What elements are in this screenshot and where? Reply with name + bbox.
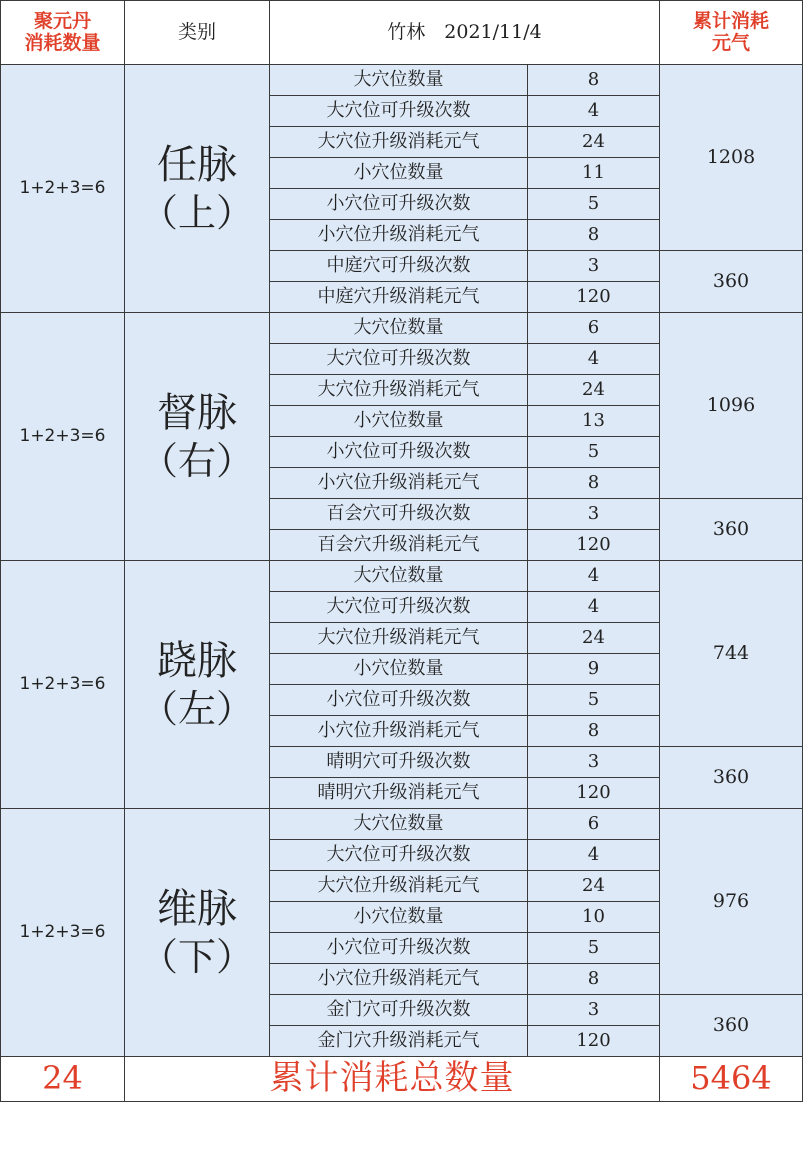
footer-row bbox=[1, 1057, 803, 1102]
attribute-label: 小穴位可升级次数 bbox=[326, 193, 471, 215]
attribute-label: 小穴位数量 bbox=[353, 906, 444, 928]
attribute-value: 4 bbox=[587, 100, 600, 122]
attribute-label-cell bbox=[270, 127, 528, 158]
grand-total-label-cell bbox=[125, 1057, 660, 1102]
attribute-value: 8 bbox=[587, 720, 600, 742]
attribute-value: 3 bbox=[587, 751, 600, 773]
attribute-label: 小穴位升级消耗元气 bbox=[317, 968, 480, 990]
total-qi-header-text: 累计消耗 元气 bbox=[693, 9, 770, 54]
attribute-value: 9 bbox=[587, 658, 600, 680]
attribute-value: 3 bbox=[587, 503, 600, 525]
attribute-label: 大穴位数量 bbox=[353, 69, 444, 91]
attribute-value-cell bbox=[528, 189, 660, 220]
attribute-label: 中庭穴升级消耗元气 bbox=[317, 286, 480, 308]
attribute-value: 24 bbox=[582, 627, 605, 649]
attribute-label: 大穴位数量 bbox=[353, 317, 444, 339]
attribute-label: 金门穴可升级次数 bbox=[326, 999, 471, 1021]
attribute-label-cell bbox=[270, 964, 528, 995]
attribute-label: 大穴位数量 bbox=[353, 565, 444, 587]
pill-formula: 1+2+3=6 bbox=[19, 426, 106, 447]
total-qi-header bbox=[660, 1, 803, 65]
meridian-name: 任脉 bbox=[157, 141, 237, 188]
pill-count-header bbox=[1, 1, 125, 65]
meridian-name: 跷脉 bbox=[157, 637, 237, 684]
attribute-label: 小穴位数量 bbox=[353, 162, 444, 184]
attribute-value-cell bbox=[528, 251, 660, 282]
attribute-label: 百会穴升级消耗元气 bbox=[317, 534, 480, 556]
attribute-label-cell bbox=[270, 406, 528, 437]
attribute-value-cell bbox=[528, 127, 660, 158]
meridian-direction: （左） bbox=[139, 686, 254, 731]
attribute-label-cell bbox=[270, 871, 528, 902]
subtotal-cell bbox=[660, 561, 803, 747]
attribute-label: 小穴位升级消耗元气 bbox=[317, 720, 480, 742]
attribute-label: 晴明穴可升级次数 bbox=[326, 751, 471, 773]
attribute-label-cell bbox=[270, 747, 528, 778]
attribute-value: 10 bbox=[582, 906, 605, 928]
attribute-value: 120 bbox=[576, 782, 611, 804]
attribute-label-cell bbox=[270, 437, 528, 468]
attribute-value-cell bbox=[528, 933, 660, 964]
pill-formula: 1+2+3=6 bbox=[19, 178, 106, 199]
meridian-direction: （右） bbox=[139, 438, 254, 483]
attribute-value-cell bbox=[528, 623, 660, 654]
attribute-label: 大穴位升级消耗元气 bbox=[317, 627, 480, 649]
meridian-category-cell bbox=[125, 809, 270, 1057]
grand-total-label: 累计消耗总数量 bbox=[269, 1058, 515, 1099]
meridian-category-cell bbox=[125, 561, 270, 809]
title-header-text: 竹林 2021/11/4 bbox=[387, 21, 542, 44]
meridian-name: 维脉 bbox=[157, 885, 237, 932]
meridian-direction: （下） bbox=[139, 934, 254, 979]
attribute-value: 3 bbox=[587, 255, 600, 277]
attribute-label-cell bbox=[270, 840, 528, 871]
special-subtotal-cell bbox=[660, 499, 803, 561]
attribute-value: 120 bbox=[576, 286, 611, 308]
meridian-category-cell bbox=[125, 65, 270, 313]
pill-formula-cell bbox=[1, 809, 125, 1057]
category-header-text: 类别 bbox=[177, 21, 216, 44]
category-header bbox=[125, 1, 270, 65]
attribute-value-cell bbox=[528, 1026, 660, 1057]
subtotal-special-value: 360 bbox=[712, 766, 750, 789]
attribute-value-cell bbox=[528, 654, 660, 685]
subtotal-main-value: 744 bbox=[712, 642, 750, 665]
attribute-value: 5 bbox=[587, 689, 600, 711]
special-subtotal-cell bbox=[660, 747, 803, 809]
attribute-value: 5 bbox=[587, 193, 600, 215]
attribute-label: 晴明穴升级消耗元气 bbox=[317, 782, 480, 804]
attribute-value-cell bbox=[528, 344, 660, 375]
pill-total-cell bbox=[1, 1057, 125, 1102]
attribute-label-cell bbox=[270, 592, 528, 623]
grand-total-cell bbox=[660, 1057, 803, 1102]
attribute-label: 大穴位升级消耗元气 bbox=[317, 379, 480, 401]
pill-formula: 1+2+3=6 bbox=[19, 674, 106, 695]
attribute-label-cell bbox=[270, 344, 528, 375]
attribute-value-cell bbox=[528, 778, 660, 809]
attribute-label: 小穴位升级消耗元气 bbox=[317, 472, 480, 494]
grand-total-value: 5464 bbox=[690, 1059, 772, 1098]
attribute-label-cell bbox=[270, 623, 528, 654]
attribute-value-cell bbox=[528, 158, 660, 189]
attribute-label: 大穴位数量 bbox=[353, 813, 444, 835]
attribute-value-cell bbox=[528, 964, 660, 995]
attribute-value-cell bbox=[528, 747, 660, 778]
header-row bbox=[1, 1, 803, 65]
attribute-value-cell bbox=[528, 840, 660, 871]
subtotal-special-value: 360 bbox=[712, 518, 750, 541]
attribute-label: 小穴位可升级次数 bbox=[326, 937, 471, 959]
attribute-label: 小穴位数量 bbox=[353, 658, 444, 680]
attribute-value: 4 bbox=[587, 565, 600, 587]
title-header bbox=[270, 1, 660, 65]
attribute-label: 百会穴可升级次数 bbox=[326, 503, 471, 525]
attribute-value-cell bbox=[528, 282, 660, 313]
attribute-label: 小穴位数量 bbox=[353, 410, 444, 432]
attribute-label-cell bbox=[270, 499, 528, 530]
subtotal-special-value: 360 bbox=[712, 270, 750, 293]
attribute-label: 大穴位可升级次数 bbox=[326, 844, 471, 866]
attribute-label-cell bbox=[270, 158, 528, 189]
attribute-value-cell bbox=[528, 499, 660, 530]
attribute-label: 小穴位可升级次数 bbox=[326, 689, 471, 711]
subtotal-cell bbox=[660, 65, 803, 251]
attribute-value: 120 bbox=[576, 1030, 611, 1052]
pill-formula-cell bbox=[1, 561, 125, 809]
attribute-label-cell bbox=[270, 375, 528, 406]
subtotal-main-value: 1096 bbox=[706, 394, 756, 417]
attribute-label: 大穴位可升级次数 bbox=[326, 100, 471, 122]
pill-formula-cell bbox=[1, 313, 125, 561]
pill-formula-cell bbox=[1, 65, 125, 313]
attribute-value-cell bbox=[528, 995, 660, 1026]
pill-total-value: 24 bbox=[42, 1059, 83, 1098]
attribute-label-cell bbox=[270, 778, 528, 809]
attribute-label: 大穴位可升级次数 bbox=[326, 348, 471, 370]
table-row bbox=[1, 65, 803, 96]
attribute-label: 小穴位可升级次数 bbox=[326, 441, 471, 463]
attribute-label-cell bbox=[270, 220, 528, 251]
attribute-label-cell bbox=[270, 685, 528, 716]
attribute-value: 8 bbox=[587, 968, 600, 990]
attribute-label-cell bbox=[270, 561, 528, 592]
attribute-value-cell bbox=[528, 65, 660, 96]
attribute-value-cell bbox=[528, 561, 660, 592]
attribute-value-cell bbox=[528, 468, 660, 499]
attribute-label-cell bbox=[270, 530, 528, 561]
meridian-direction: （上） bbox=[139, 190, 254, 235]
attribute-value-cell bbox=[528, 313, 660, 344]
meridian-name: 督脉 bbox=[157, 389, 237, 436]
attribute-label-cell bbox=[270, 654, 528, 685]
attribute-value-cell bbox=[528, 685, 660, 716]
attribute-value-cell bbox=[528, 809, 660, 840]
attribute-value-cell bbox=[528, 530, 660, 561]
special-subtotal-cell bbox=[660, 995, 803, 1057]
attribute-label-cell bbox=[270, 96, 528, 127]
subtotal-cell bbox=[660, 809, 803, 995]
attribute-value: 5 bbox=[587, 937, 600, 959]
attribute-value-cell bbox=[528, 437, 660, 468]
subtotal-special-value: 360 bbox=[712, 1014, 750, 1037]
attribute-value: 120 bbox=[576, 534, 611, 556]
attribute-value: 5 bbox=[587, 441, 600, 463]
attribute-value-cell bbox=[528, 375, 660, 406]
attribute-label-cell bbox=[270, 251, 528, 282]
attribute-value-cell bbox=[528, 220, 660, 251]
pill-count-header-text: 聚元丹 消耗数量 bbox=[24, 9, 101, 54]
attribute-label: 大穴位升级消耗元气 bbox=[317, 131, 480, 153]
attribute-label-cell bbox=[270, 313, 528, 344]
attribute-value-cell bbox=[528, 592, 660, 623]
attribute-value: 3 bbox=[587, 999, 600, 1021]
attribute-value: 8 bbox=[587, 472, 600, 494]
attribute-value-cell bbox=[528, 902, 660, 933]
attribute-label-cell bbox=[270, 933, 528, 964]
attribute-value: 8 bbox=[587, 69, 600, 91]
attribute-value: 8 bbox=[587, 224, 600, 246]
attribute-label-cell bbox=[270, 189, 528, 220]
attribute-value-cell bbox=[528, 406, 660, 437]
attribute-label: 大穴位可升级次数 bbox=[326, 596, 471, 618]
attribute-label-cell bbox=[270, 65, 528, 96]
meridian-category-cell bbox=[125, 313, 270, 561]
table-row bbox=[1, 561, 803, 592]
attribute-value: 6 bbox=[587, 813, 600, 835]
special-subtotal-cell bbox=[660, 251, 803, 313]
attribute-label: 金门穴升级消耗元气 bbox=[317, 1030, 480, 1052]
attribute-label-cell bbox=[270, 1026, 528, 1057]
attribute-value-cell bbox=[528, 871, 660, 902]
attribute-value-cell bbox=[528, 96, 660, 127]
table-row bbox=[1, 809, 803, 840]
attribute-value: 6 bbox=[587, 317, 600, 339]
attribute-value: 4 bbox=[587, 844, 600, 866]
attribute-value-cell bbox=[528, 716, 660, 747]
attribute-label-cell bbox=[270, 282, 528, 313]
attribute-label-cell bbox=[270, 809, 528, 840]
attribute-value: 24 bbox=[582, 131, 605, 153]
subtotal-main-value: 1208 bbox=[706, 146, 756, 169]
attribute-label-cell bbox=[270, 995, 528, 1026]
attribute-value: 4 bbox=[587, 348, 600, 370]
subtotal-cell bbox=[660, 313, 803, 499]
attribute-value: 11 bbox=[582, 162, 605, 184]
table-row bbox=[1, 313, 803, 344]
attribute-value: 13 bbox=[582, 410, 605, 432]
subtotal-main-value: 976 bbox=[712, 890, 750, 913]
attribute-label-cell bbox=[270, 902, 528, 933]
attribute-value: 4 bbox=[587, 596, 600, 618]
attribute-label: 大穴位升级消耗元气 bbox=[317, 875, 480, 897]
attribute-label-cell bbox=[270, 468, 528, 499]
attribute-value: 24 bbox=[582, 379, 605, 401]
attribute-label: 中庭穴可升级次数 bbox=[326, 255, 471, 277]
attribute-value: 24 bbox=[582, 875, 605, 897]
pill-formula: 1+2+3=6 bbox=[19, 922, 106, 943]
attribute-label-cell bbox=[270, 716, 528, 747]
attribute-label: 小穴位升级消耗元气 bbox=[317, 224, 480, 246]
